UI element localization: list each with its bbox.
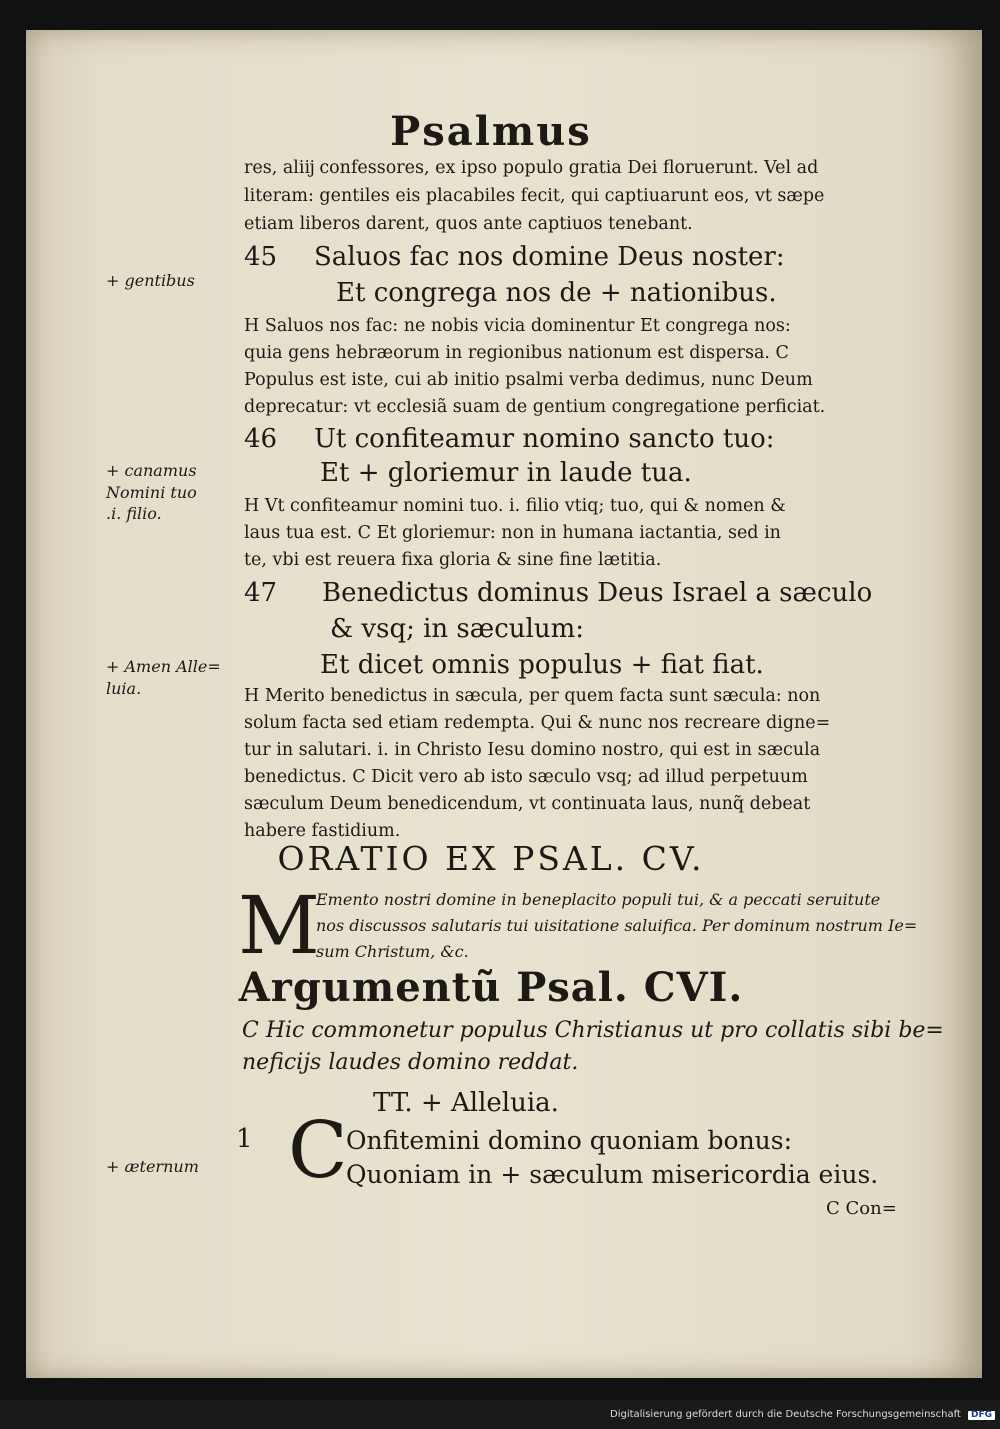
commentary-line: benedictus. C Dicit vero ab isto sæculo vsq; ad illud perpetuum (244, 767, 808, 787)
margin-note-line: luia. (106, 678, 142, 698)
commentary-line: quia gens hebræorum in regionibus nationum est dispersa. C (244, 343, 789, 363)
verse-line: Et + gloriemur in laude tua. (320, 458, 692, 488)
verse-line: Saluos fac nos domine Deus noster: (314, 242, 785, 272)
argumentum-title: Argumentũ Psal. CVI. (238, 964, 744, 1011)
commentary-line: habere fastidium. (244, 821, 401, 841)
commentary-line: Populus est iste, cui ab initio psalmi verba dedimus, nunc Deum (244, 370, 813, 390)
credit-text: Digitalisierung gefördert durch die Deutsche Forschungsgemeinschaft (610, 1409, 961, 1420)
verse-number: 46 (244, 424, 278, 454)
margin-note-line: .i. filio. (106, 504, 162, 524)
margin-note: + gentibus (106, 271, 195, 290)
oratio-line: Emento nostri domine in beneplacito populi tui, & a peccati seruitute (316, 890, 881, 909)
argumentum-line: C Hic commonetur populus Christianus ut pro collatis sibi be= (242, 1018, 944, 1043)
verse-line: Ut confiteamur nomino sancto tuo: (314, 424, 775, 454)
commentary-line: te, vbi est reuera fixa gloria & sine fine lætitia. (244, 550, 662, 570)
digitization-credit (610, 1410, 995, 1420)
commentary-line: H Saluos nos fac: ne nobis vicia dominentur Et congrega nos: (244, 316, 791, 336)
catchword: C Con= (826, 1198, 897, 1219)
dfg-logo: DFG (968, 1411, 995, 1420)
intro-line: etiam liberos darent, quos ante captiuos tenebant. (244, 214, 693, 234)
psalm-heading: TT. + Alleluia. (373, 1088, 559, 1118)
book-page (26, 30, 982, 1378)
margin-note (106, 460, 246, 525)
margin-note-line: + Amen Alle= (106, 657, 221, 676)
verse-number: 1 (236, 1124, 253, 1154)
verse-line: Et congrega nos de + nationibus. (336, 278, 777, 308)
verse-number: 47 (244, 578, 278, 608)
oratio-line: nos discussos salutaris tui uisitatione saluifica. Per dominum nostrum Ie= (316, 916, 918, 935)
commentary-line: deprecatur: vt ecclesiã suam de gentium congregatione perficiat. (244, 397, 826, 417)
intro-line: literam: gentiles eis placabiles fecit, qui captiuarunt eos, vt sæpe (244, 186, 825, 206)
commentary-line: H Vt confiteamur nomini tuo. i. filio vtiq; tuo, qui & nomen & (244, 496, 786, 516)
commentary-line: H Merito benedictus in sæcula, per quem facta sunt sæcula: non (244, 686, 821, 706)
verse-line: Quoniam in + sæculum misericordia eius. (346, 1160, 879, 1189)
intro-line: res, aliĳ confessores, ex ipso populo gratia Dei floruerunt. Vel ad (244, 158, 819, 178)
argumentum-line: neficijs laudes domino reddat. (242, 1050, 579, 1075)
commentary-line: tur in salutari. i. in Christo Iesu domino nostro, qui est in sæcula (244, 740, 821, 760)
margin-note-line: + canamus (106, 461, 197, 480)
commentary-line: sæculum Deum benedicendum, vt continuata laus, nunq̃ debeat (244, 794, 811, 814)
verse-line: Et dicet omnis populus + fiat fiat. (320, 650, 764, 680)
running-header: Psalmus (390, 108, 592, 155)
verse-line: Onfitemini domino quoniam bonus: (346, 1126, 793, 1155)
verse-line: & vsq; in sæculum: (330, 614, 584, 644)
verse-line: Benedictus dominus Deus Israel a sæculo (322, 578, 873, 608)
commentary-line: solum facta sed etiam redempta. Qui & nunc nos recreare digne= (244, 713, 831, 733)
drop-cap: M (238, 879, 320, 972)
oratio-title: ORATIO EX PSAL. CV. (277, 839, 705, 878)
margin-note-line: Nomini tuo (106, 482, 197, 502)
oratio-line: sum Christum, &c. (316, 942, 469, 961)
commentary-line: laus tua est. C Et gloriemur: non in humana iactantia, sed in (244, 523, 781, 543)
margin-note: + æternum (106, 1157, 199, 1176)
drop-cap: C (288, 1106, 348, 1196)
margin-note (106, 656, 246, 699)
verse-number: 45 (244, 242, 278, 272)
